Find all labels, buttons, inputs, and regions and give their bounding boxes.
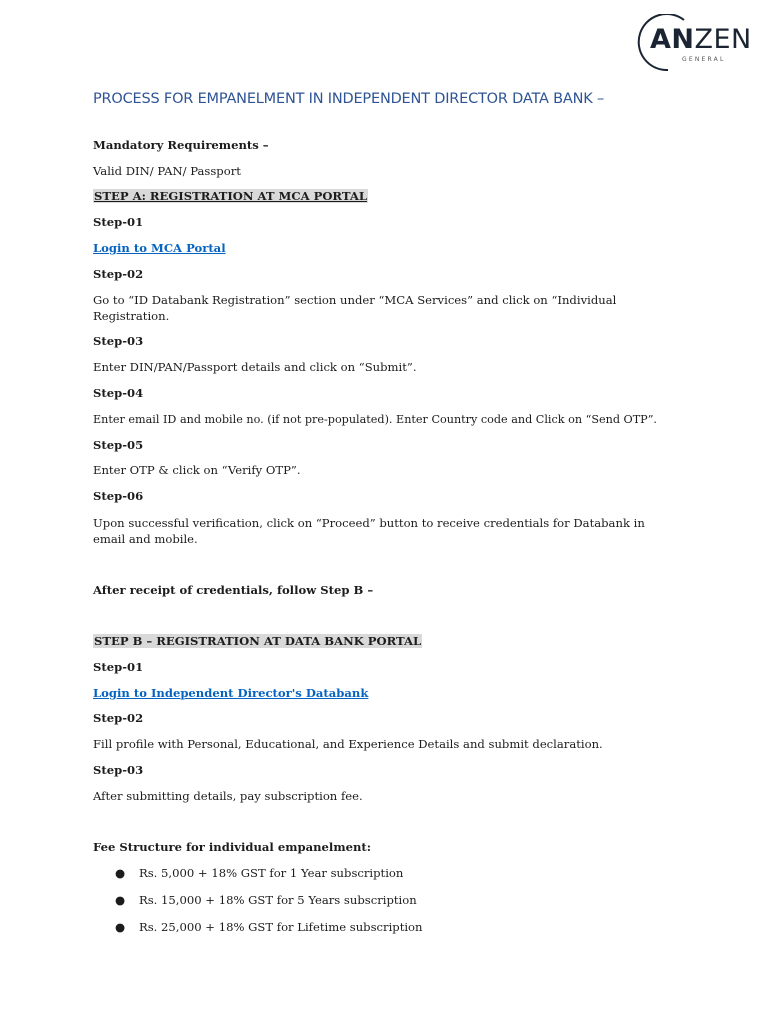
step-a-step-label: Step-03 [93, 334, 144, 348]
step-b-step-text: After submitting details, pay subscription fee. [93, 789, 363, 803]
step-b-step-text: Fill profile with Personal, Educational, and Experience Details and submit declaration. [93, 737, 603, 751]
step-a-step-label: Step-02 [93, 267, 144, 281]
step-a-step-label: Step-04 [93, 386, 144, 400]
mca-portal-link[interactable]: Login to MCA Portal [93, 241, 226, 255]
bullet-icon: ● [115, 893, 126, 907]
step-b-heading: STEP B – REGISTRATION AT DATA BANK PORTAL [94, 634, 422, 648]
fee-item-text: Rs. 15,000 + 18% GST for 5 Years subscription [139, 893, 417, 907]
step-b-step-label: Step-03 [93, 763, 144, 777]
step-a-step-text: Enter OTP & click on “Verify OTP”. [93, 463, 301, 477]
step-a-step-text: Go to “ID Databank Registration” section under “MCA Services” and click on “Individual Registration. [93, 293, 617, 323]
anzen-logo [632, 14, 762, 74]
databank-link[interactable]: Login to Independent Director's Databank [93, 686, 369, 700]
fee-item-text: Rs. 25,000 + 18% GST for Lifetime subscription [139, 920, 423, 934]
step-b-step-label: Step-01 [93, 660, 144, 674]
page-title: PROCESS FOR EMPANELMENT IN INDEPENDENT DIRECTOR DATA BANK – [93, 91, 605, 107]
logo-wordmark: ANZEN [650, 24, 752, 55]
step-a-step-label: Step-06 [93, 489, 144, 503]
step-a-step-text: Enter email ID and mobile no. (if not pre-populated). Enter Country code and Click on “Send OTP”. [93, 413, 657, 426]
logo-subtext: GENERAL [682, 56, 726, 63]
bullet-icon: ● [115, 920, 126, 934]
step-a-step-label: Step-05 [93, 438, 144, 452]
step-a-step-text: Enter DIN/PAN/Passport details and click on “Submit”. [93, 360, 417, 374]
step-a-heading: STEP A: REGISTRATION AT MCA PORTAL [94, 189, 367, 203]
bullet-icon: ● [115, 866, 126, 880]
after-receipt-text: After receipt of credentials, follow Step B – [93, 583, 374, 597]
step-a-step-text: Upon successful verification, click on “Proceed” button to receive credentials for Databank in email and mobile. [93, 516, 645, 546]
fee-item-text: Rs. 5,000 + 18% GST for 1 Year subscription [139, 866, 404, 880]
step-a-step-label: Step-01 [93, 215, 144, 229]
fee-heading: Fee Structure for individual empanelment: [93, 840, 372, 854]
requirements-text: Valid DIN/ PAN/ Passport [93, 164, 241, 178]
requirements-heading: Mandatory Requirements – [93, 138, 269, 152]
step-b-step-label: Step-02 [93, 711, 144, 725]
